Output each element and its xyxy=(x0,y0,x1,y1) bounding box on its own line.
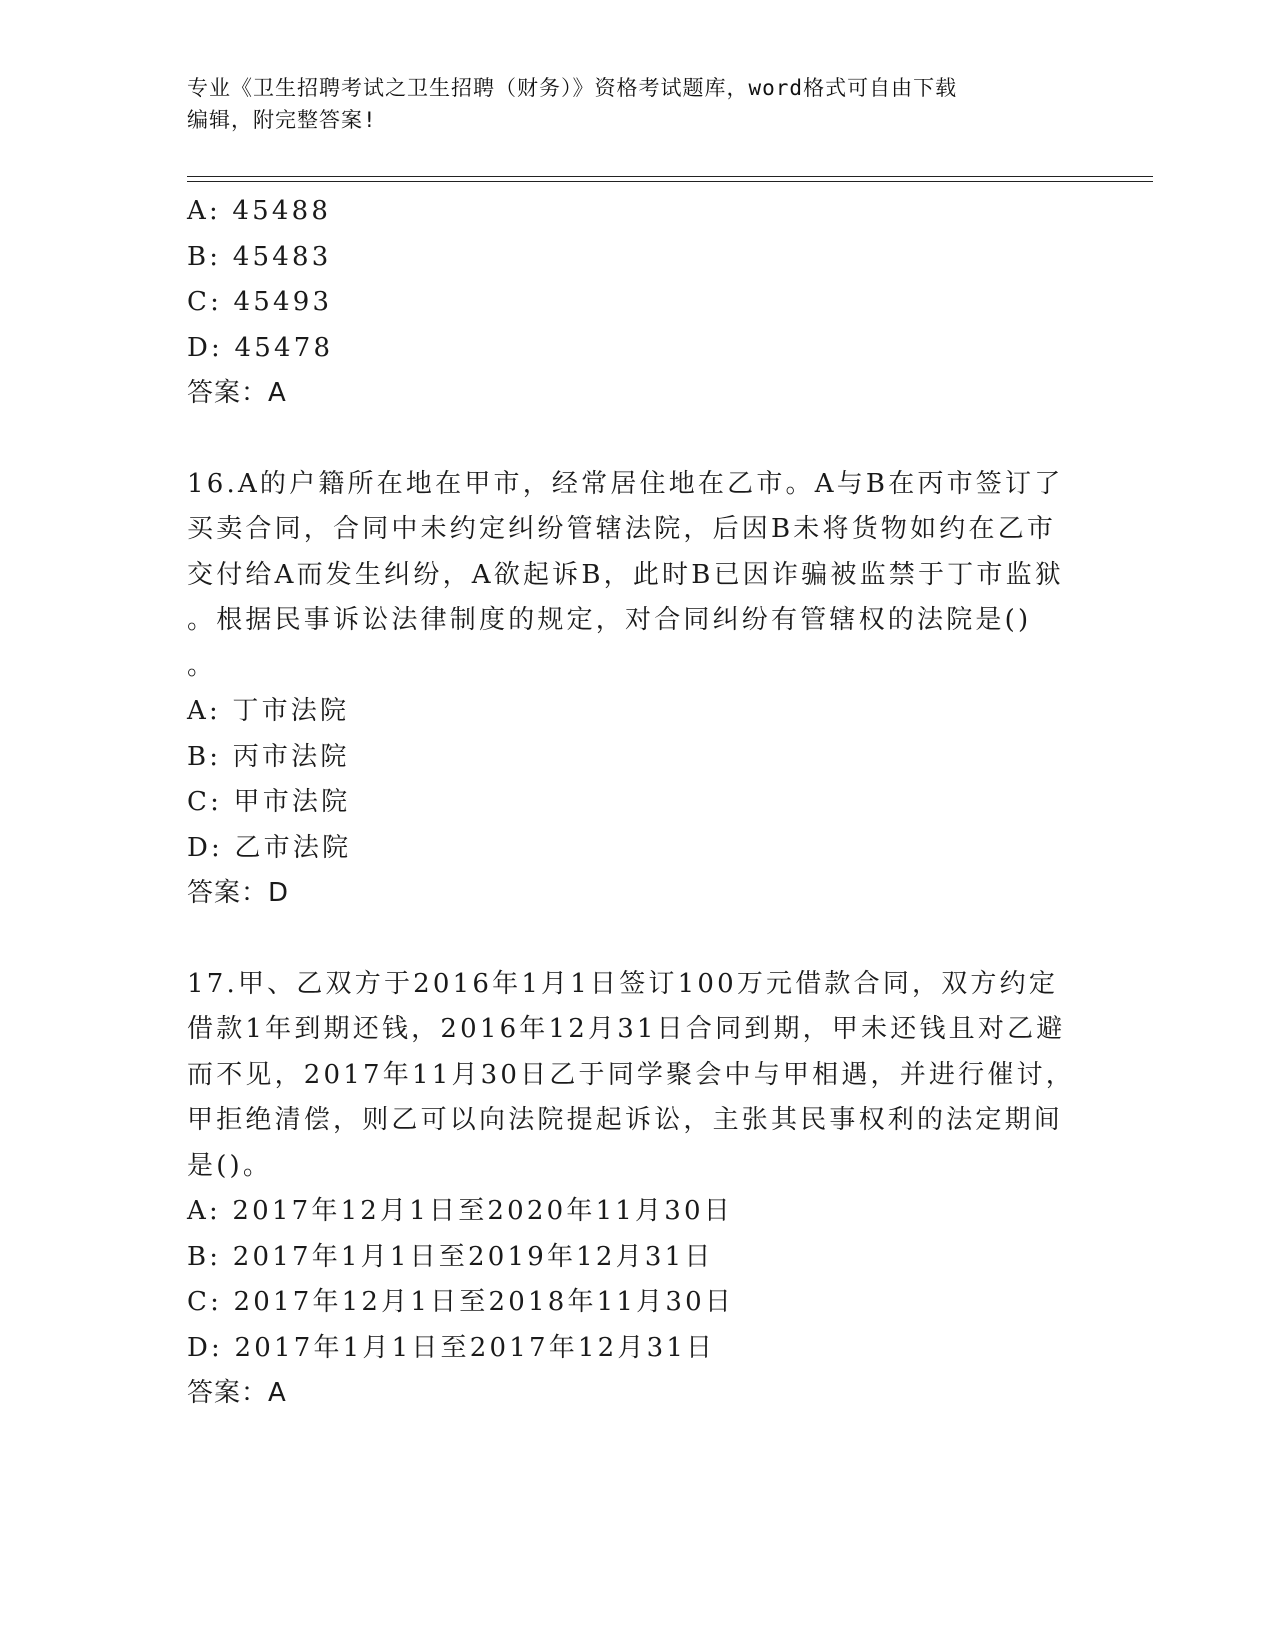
answer-label: 答案：D xyxy=(187,878,290,908)
previous-question-options xyxy=(187,189,1087,417)
document-header xyxy=(187,72,1087,136)
question-text-line: 甲拒绝清偿，则乙可以向法院提起诉讼，主张其民事权利的法定期间 xyxy=(187,1105,1064,1135)
spacer xyxy=(187,917,1087,962)
answer-label: 答案：A xyxy=(187,378,287,408)
spacer xyxy=(187,417,1087,462)
question-text-line: 。根据民事诉讼法律制度的规定，对合同纠纷有管辖权的法院是() xyxy=(187,605,1032,635)
header-line-1: 专业《卫生招聘考试之卫生招聘（财务）》资格考试题库，word格式可自由下载 xyxy=(187,76,958,100)
option-d: D: 45478 xyxy=(187,332,334,363)
question-text-line: 借款1年到期还钱，2016年12月31日合同到期，甲未还钱且对乙避 xyxy=(187,1014,1066,1044)
option-a: A: 2017年12月1日至2020年11月30日 xyxy=(187,1196,733,1226)
option-d: D: 乙市法院 xyxy=(187,832,352,863)
option-a: A: 丁市法院 xyxy=(187,696,350,726)
option-a: A: 45488 xyxy=(187,196,332,226)
question-text-line: 买卖合同，合同中未约定纠纷管辖法院，后因B未将货物如约在乙市 xyxy=(187,514,1057,544)
option-c: C: 甲市法院 xyxy=(187,787,351,817)
option-b: B: 丙市法院 xyxy=(187,741,350,772)
option-b: B: 45483 xyxy=(187,241,332,272)
option-c: C: 2017年12月1日至2018年11月30日 xyxy=(187,1287,735,1317)
header-line-2: 编辑，附完整答案! xyxy=(187,108,377,132)
question-16 xyxy=(187,462,1087,917)
question-text-line: 是()。 xyxy=(187,1150,273,1181)
question-17 xyxy=(187,962,1087,1417)
header-divider-bottom xyxy=(187,181,1153,182)
question-text-line: 16.A的户籍所在地在甲市，经常居住地在乙市。A与B在丙市签订了 xyxy=(187,468,1064,499)
option-d: D: 2017年1月1日至2017年12月31日 xyxy=(187,1332,716,1363)
question-text-line: 而不见，2017年11月30日乙于同学聚会中与甲相遇，并进行催讨， xyxy=(187,1059,1075,1090)
header-divider-top xyxy=(187,176,1153,177)
question-text-line: 。 xyxy=(187,650,217,681)
question-text-line: 交付给A而发生纠纷，A欲起诉B，此时B已因诈骗被监禁于丁市监狱 xyxy=(187,559,1064,590)
option-c: C: 45493 xyxy=(187,287,333,317)
option-b: B: 2017年1月1日至2019年12月31日 xyxy=(187,1241,714,1272)
question-text-line: 17.甲、乙双方于2016年1月1日签订100万元借款合同，双方约定 xyxy=(187,968,1059,999)
answer-label: 答案：A xyxy=(187,1378,287,1408)
document-body xyxy=(187,189,1087,1417)
